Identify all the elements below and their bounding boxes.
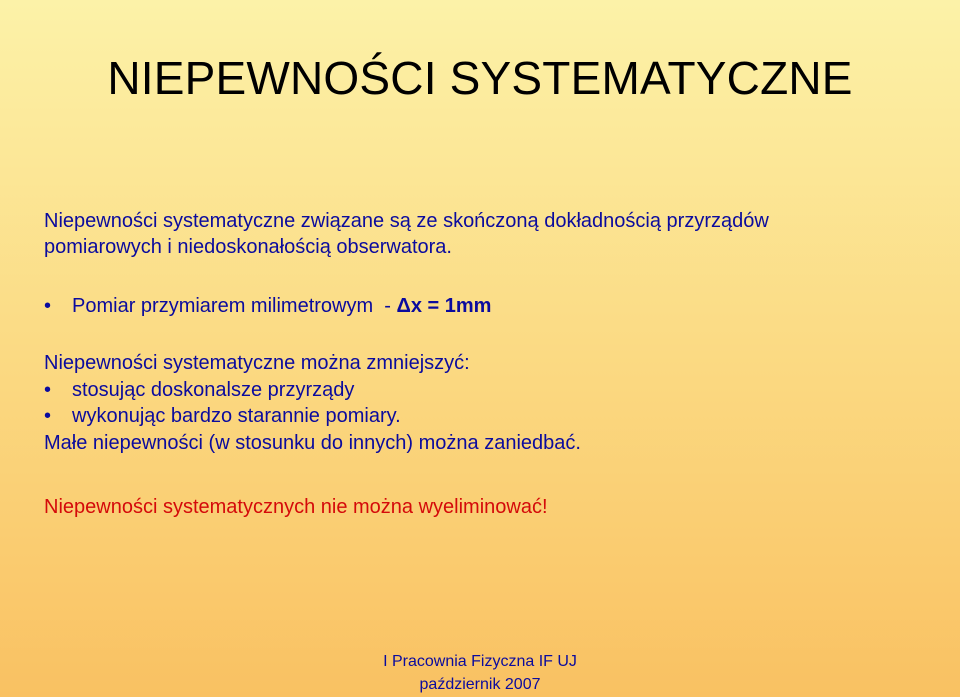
intro-paragraph — [44, 208, 944, 260]
footer-date: październik 2007 — [419, 676, 541, 693]
reduce-section — [44, 350, 944, 456]
list-item-text: stosując doskonalsze przyrządy — [72, 378, 355, 401]
list-item — [44, 377, 944, 404]
measure-line — [72, 293, 491, 319]
reduce-heading: Niepewności systematyczne można zmniejszyć: — [44, 352, 470, 374]
footer — [300, 650, 660, 696]
intro-line-2: pomiarowych i niedoskonałością obserwatora. — [44, 236, 452, 258]
warning-text: Niepewności systematycznych nie można wyeliminować! — [44, 496, 548, 518]
list-item — [44, 403, 944, 430]
bullet-icon: • — [44, 295, 52, 317]
measure-delta: Δx = 1mm — [396, 295, 492, 317]
footer-institution: I Pracownia Fizyczna IF UJ — [383, 653, 577, 670]
bullet-icon: • — [44, 378, 52, 401]
bullet-icon: • — [44, 405, 52, 427]
intro-line-1: Niepewności systematyczne związane są ze skończoną dokładnością przyrządów — [44, 210, 769, 232]
list-item-text: wykonując bardzo starannie pomiary. — [72, 405, 401, 427]
reduce-note: Małe niepewności (w stosunku do innych) można zaniedbać. — [44, 431, 581, 454]
measure-text: Pomiar przymiarem milimetrowym — [72, 295, 374, 317]
measure-separator: - — [373, 295, 397, 317]
measure-bullet — [44, 293, 944, 319]
slide-title: NIEPEWNOŚCI SYSTEMATYCZNE — [107, 52, 853, 104]
